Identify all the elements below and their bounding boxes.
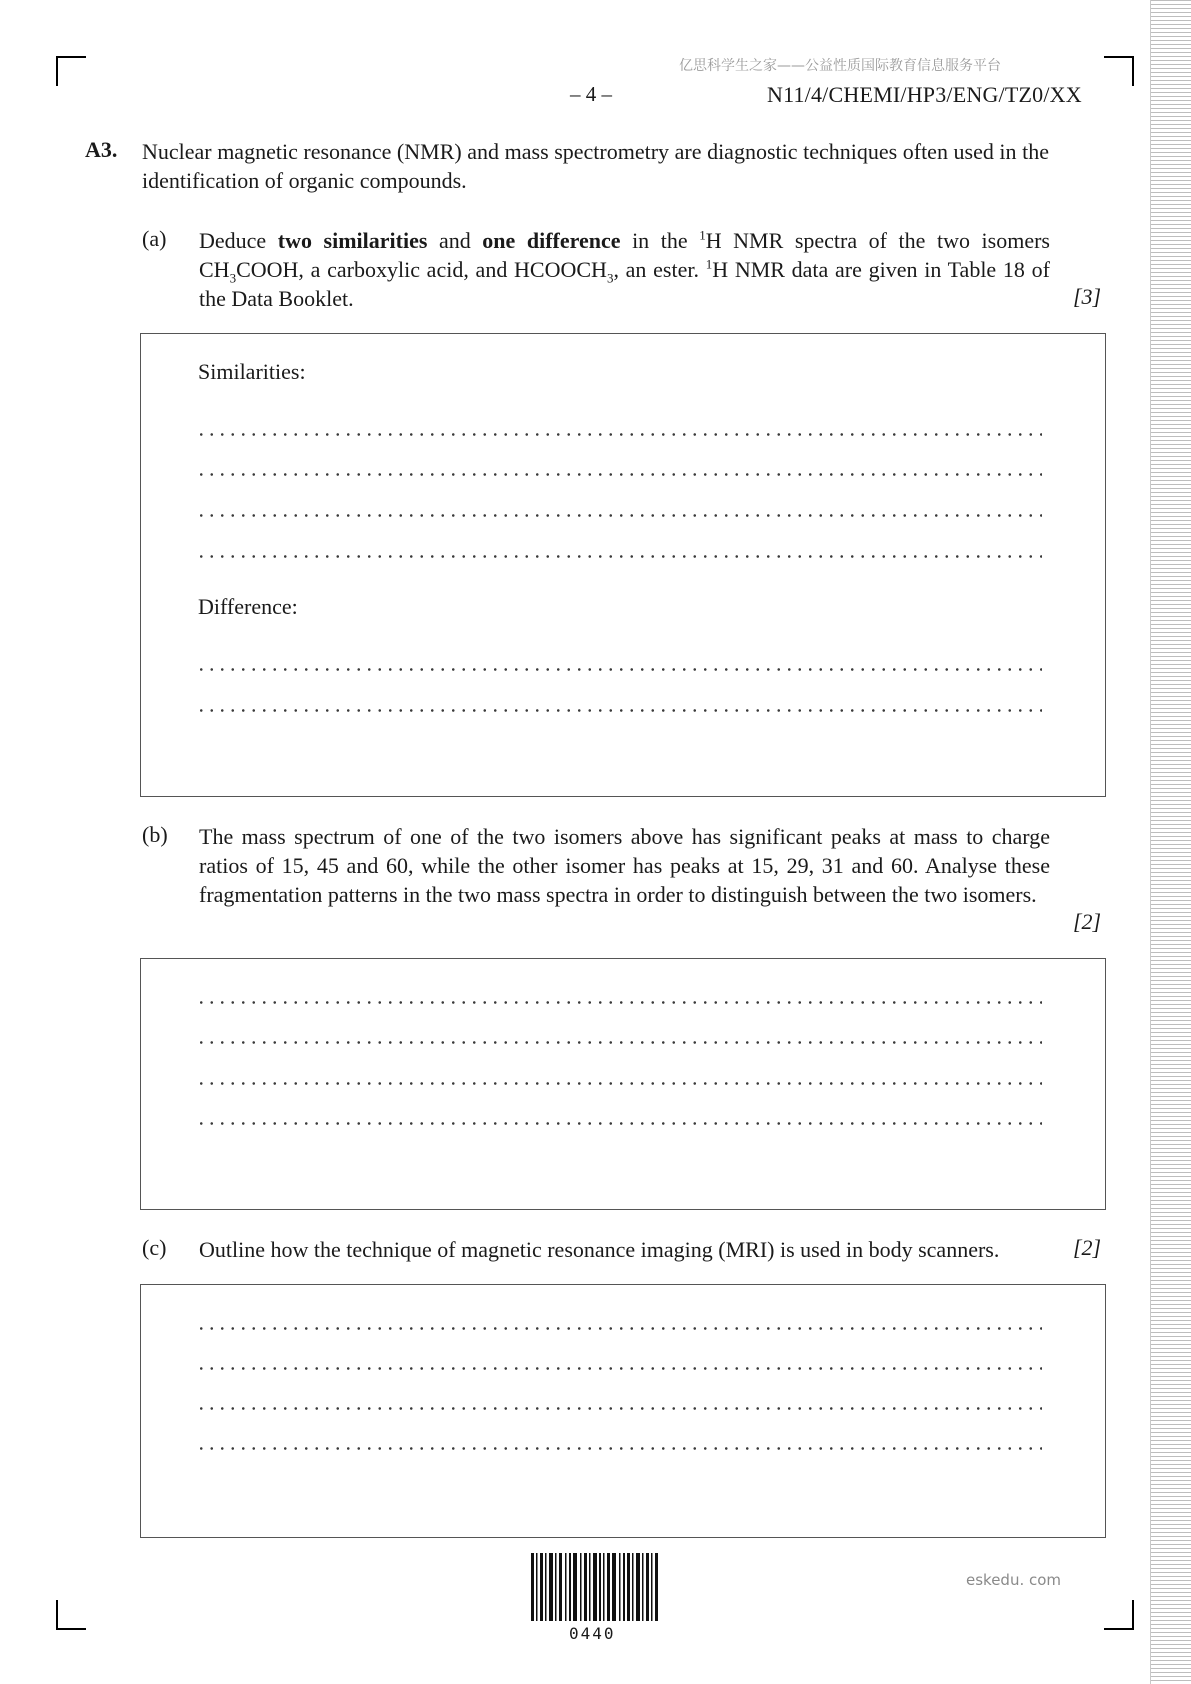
answer-line[interactable]: [196, 1407, 1042, 1410]
answer-line[interactable]: [196, 473, 1042, 476]
answer-line[interactable]: [196, 555, 1042, 558]
answer-line[interactable]: [196, 1327, 1042, 1330]
part-b-marks: [2]: [1073, 909, 1102, 934]
crop-mark-bottom-left: [56, 1600, 86, 1630]
part-a-text: Deduce two similarities and one difference in the $^1$H NMR spectra of the two isomers $CH_3COOH$, a carboxylic acid, and $HCOOCH_3$, an ester. $^1$H NMR data are given in Table 18 of the Data Booklet.: [199, 227, 1050, 311]
crop-mark-top-right: [1104, 56, 1134, 86]
answer-line[interactable]: [196, 1447, 1042, 1450]
difference-label: Difference:: [198, 594, 298, 619]
part-c-label: (c): [142, 1235, 167, 1260]
barcode-number: 0440: [569, 1624, 616, 1643]
answer-line[interactable]: [196, 1082, 1042, 1085]
footer-site: eskedu. com: [966, 1571, 1062, 1589]
margin-strip: [1150, 0, 1191, 1684]
part-c-answer-box[interactable]: [140, 1284, 1106, 1538]
answer-line[interactable]: [196, 1041, 1042, 1044]
part-c-marks: [2]: [1073, 1235, 1102, 1260]
answer-line[interactable]: [196, 514, 1042, 517]
crop-mark-top-left: [56, 56, 86, 86]
answer-line[interactable]: [196, 1001, 1042, 1004]
answer-line[interactable]: [196, 1367, 1042, 1370]
part-b-label: (b): [142, 822, 168, 847]
part-a-answer-box[interactable]: [140, 333, 1106, 797]
answer-line[interactable]: [196, 668, 1042, 671]
answer-line[interactable]: [196, 1122, 1042, 1125]
header-watermark: 亿思科学生之家——公益性质国际教育信息服务平台: [679, 58, 1001, 74]
part-a-marks: [3]: [1073, 284, 1102, 309]
part-a-label: (a): [142, 226, 167, 251]
part-c-text: Outline how the technique of magnetic resonance imaging (MRI) is used in body scanners.: [199, 1237, 1000, 1262]
page-number: – 4 –: [570, 82, 612, 106]
part-a-bold-similarities: two similarities: [277, 228, 428, 253]
crop-mark-bottom-right: [1104, 1600, 1134, 1630]
question-number: A3.: [85, 137, 118, 162]
paper-code: N11/4/CHEMI/HP3/ENG/TZ0/XX: [767, 82, 1082, 107]
answer-line[interactable]: [196, 709, 1042, 712]
part-a-bold-difference: one difference: [482, 228, 621, 253]
barcode-icon: [531, 1553, 661, 1621]
similarities-label: Similarities:: [198, 359, 306, 384]
answer-line[interactable]: [196, 433, 1042, 436]
part-b-text: The mass spectrum of one of the two isomers above has significant peaks at mass to charge ratios of 15, 45 and 60, while the other isomer has peaks at 15, 29, 31 and 60. Analyse these fragmentation patterns in the two mass spectra in order to distinguish between the two isomers.: [199, 824, 1050, 907]
question-intro: Nuclear magnetic resonance (NMR) and mass spectrometry are diagnostic techniques often used in the identification of organic compounds.: [142, 139, 1049, 193]
